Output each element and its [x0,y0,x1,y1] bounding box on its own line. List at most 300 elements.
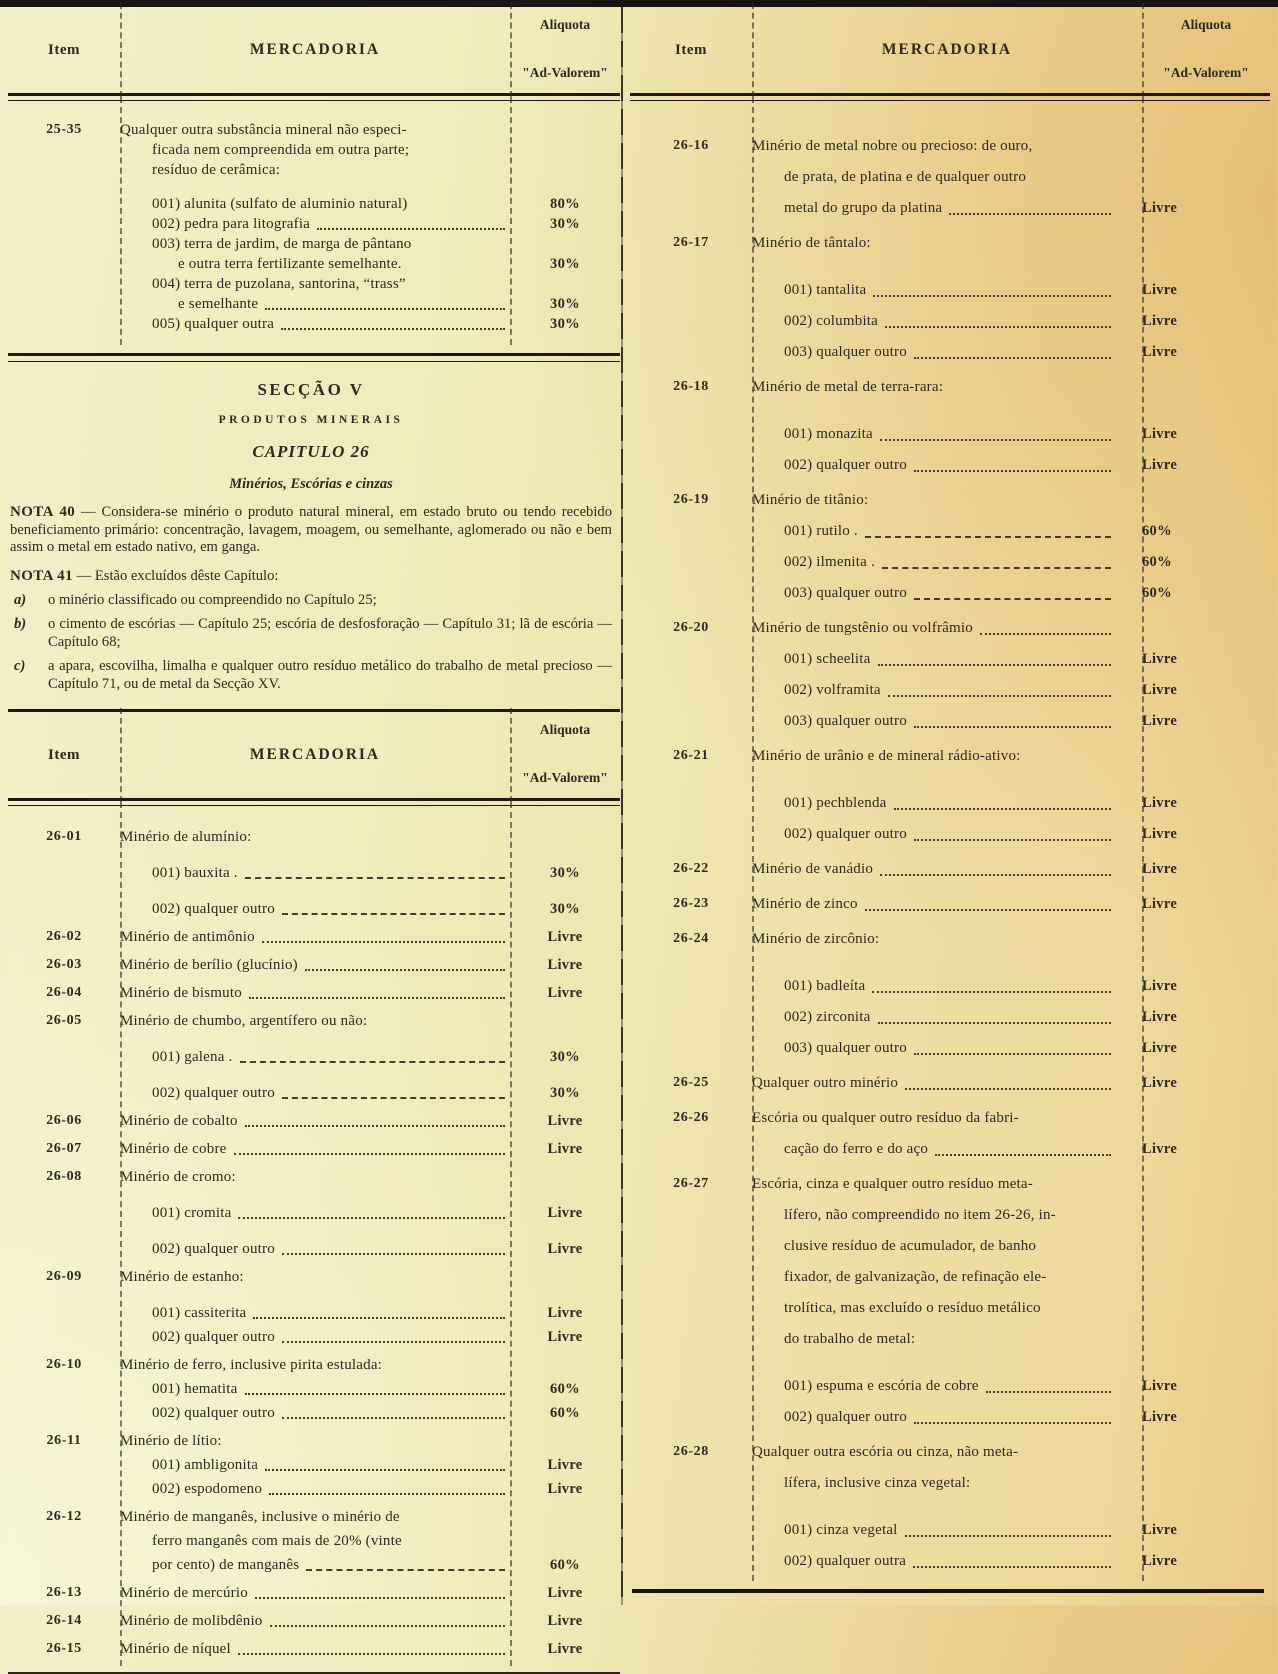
row-line [120,1404,620,1422]
dots-leader [914,1053,1111,1055]
row-body [120,1584,620,1602]
dash-leader [245,877,505,879]
row-line [120,1304,620,1322]
row-text: Minério de cobre [120,1141,227,1157]
row-text: 001) cinza vegetal [784,1522,898,1538]
row-line [752,137,1270,156]
rate-value: Livre [547,1305,583,1321]
row-line [120,1168,620,1186]
row-text: 002) espodomeno [152,1481,263,1497]
dots-leader [238,1653,505,1655]
row-text: Qualquer outro minério [752,1075,899,1091]
dots-leader [888,695,1111,697]
row-text: Minério de metal nobre ou precioso: de ouro, [752,138,1033,154]
rate-value: 80% [550,196,580,212]
row-line [120,1356,620,1374]
row-line [752,1039,1270,1058]
rate-value: 30% [550,901,580,917]
header-rule [8,798,620,806]
rate-value: Livre [1142,1075,1178,1091]
table-row [630,234,1270,362]
row-line [752,860,1270,879]
row-text: Minério de estanho: [120,1269,244,1285]
row-body [752,137,1270,218]
dots-leader [245,1393,506,1395]
rate-value: Livre [1142,1141,1178,1157]
row-text: 003) qualquer outro [784,585,907,601]
dots-leader [914,726,1111,728]
item-code: 26-08 [46,1169,82,1184]
dots-leader [885,326,1111,328]
left-column [8,7,620,1674]
row-text: Escória, cinza e qualquer outro resíduo meta- [752,1176,1033,1192]
item-code: 26-27 [673,1176,709,1191]
table-row [8,1356,620,1422]
row-text: 001) tantalita [784,282,867,298]
rate-value: 60% [1142,523,1172,539]
rate-value: Livre [547,929,583,945]
row-body [752,1175,1270,1427]
row-line [752,281,1270,300]
header-mercadoria: MERCADORIA [881,41,1013,58]
row-body [752,234,1270,362]
item-code: 26-07 [46,1141,82,1156]
header-aliquota-line2: "Ad-Valorem" [1163,65,1249,80]
header-aliquota-line1: Aliquota [539,17,591,32]
row-text: Minério de tungstênio ou volfrâmio [752,620,973,636]
header-mercadoria: MERCADORIA [249,41,381,58]
header-aliquota [510,7,620,93]
row-line [120,1112,620,1130]
dots-leader [249,997,505,999]
row-body [120,1356,620,1422]
row-text: Minério de antimônio [120,929,255,945]
table-body-26-left [8,806,620,1662]
table-row [8,956,620,974]
item-code: 26-24 [673,931,709,946]
table-row [8,1012,620,1102]
header-aliquota-line1: Aliquota [539,722,591,737]
table-row [630,378,1270,475]
dots-leader [255,1597,505,1599]
row-text: Minério de alumínio: [120,829,252,845]
item-code: 26-03 [46,957,82,972]
row-text: e outra terra fertilizante semelhante. [178,256,402,272]
row-line [752,1008,1270,1027]
rate-value: Livre [1142,795,1178,811]
row-text: metal do grupo da platina [784,200,943,216]
row-text: 003) qualquer outro [784,344,907,360]
row-line [120,255,620,273]
row-line [120,1328,620,1346]
item-code: 26-11 [46,1433,82,1448]
row-text: Minério de molibdênio [120,1613,263,1629]
note-40-text: — Considera-se minério o produto natural mineral, em estado bruto ou tendo recebido beneficiamento primário: concentração, lavagem, moagem, ou semelhante, aglomerado ou não e bem assim o metal em estado nativo, em ganga. [10,504,613,555]
row-line [752,1109,1270,1128]
row-body [120,928,620,946]
row-text: 001) hematita [152,1381,238,1397]
row-text: Minério de ferro, inclusive pirita estulada: [120,1357,383,1373]
section-title: SECÇÃO V [257,380,365,399]
row-text: 002) qualquer outro [152,901,275,917]
dots-leader [270,1625,505,1627]
section-end-rule [8,353,620,362]
row-body [752,930,1270,1058]
item-code: 26-12 [46,1509,82,1524]
table-row [8,1168,620,1258]
row-text: Minério de lítio: [120,1433,222,1449]
row-line [120,1012,620,1030]
row-text: de prata, de platina e de qualquer outro [784,169,1027,185]
column-divider-rule [621,7,623,1605]
row-line [120,1480,620,1498]
exclusion-letter: c) [14,658,26,674]
row-text: 002) qualquer outro [784,457,907,473]
table-row [8,1584,620,1602]
rate-value: 30% [550,296,580,312]
row-text: Minério de berílio (glucínio) [120,957,298,973]
row-text: 001) alunita (sulfato de aluminio natural) [152,196,408,212]
rate-value: Livre [1142,861,1178,877]
note-41-label: NOTA 41 [10,567,73,584]
row-text: 001) pechblenda [784,795,887,811]
row-line [120,1432,620,1450]
rate-value: Livre [1142,1040,1178,1056]
row-text: Minério de zinco [752,896,858,912]
row-line [120,195,620,213]
dots-leader [265,1469,505,1471]
header-rule [8,93,620,101]
rate-value: Livre [1142,1553,1178,1569]
row-text: lífera, inclusive cinza vegetal: [784,1475,971,1491]
item-code: 25-35 [46,122,82,137]
section-subtitle: PRODUTOS MINERAIS [218,414,404,426]
chapter-subtitle: Minérios, Escórias e cinzas [229,476,393,492]
row-line [752,1140,1270,1159]
note-40 [10,504,612,557]
dots-leader [914,839,1111,841]
row-text: 002) qualquer outro [152,1085,275,1101]
row-line [752,491,1270,510]
rate-value: 30% [550,216,580,232]
row-text: Minério de mercúrio [120,1585,248,1601]
rate-value: Livre [547,985,583,1001]
row-text: fixador, de galvanização, de refinação ele- [784,1269,1047,1285]
table-row [8,984,620,1002]
row-line [120,928,620,946]
row-line [120,1140,620,1158]
dots-leader [873,295,1111,297]
dots-leader [914,1422,1111,1424]
row-line [752,1268,1270,1287]
rate-value: Livre [547,957,583,973]
page-bottom-rule [632,1589,1264,1593]
rate-value: 30% [550,1085,580,1101]
dots-leader [905,1088,1111,1090]
row-body [752,860,1270,879]
header-mercadoria: MERCADORIA [249,746,381,763]
table-row [8,1140,620,1158]
table-header [8,712,620,798]
row-text: 002) qualquer outro [152,1405,275,1421]
row-text: do trabalho de metal: [784,1331,916,1347]
rate-value: Livre [547,1113,583,1129]
item-code: 26-28 [673,1444,709,1459]
row-line [120,235,620,253]
row-line [120,1584,620,1602]
row-text: Minério de cobalto [120,1113,238,1129]
rate-value: Livre [1142,1409,1178,1425]
item-code: 26-04 [46,985,82,1000]
row-body [120,828,620,918]
row-line [752,1206,1270,1225]
table-row [8,1612,620,1630]
row-line [120,1380,620,1398]
rate-value: 60% [1142,585,1172,601]
dots-leader [980,633,1111,635]
rate-value: Livre [1142,282,1178,298]
dots-leader [914,470,1111,472]
row-line [752,712,1270,731]
row-body [120,1112,620,1130]
row-line [120,1204,620,1222]
table-row [8,1640,620,1658]
row-text: trolítica, mas excluído o resíduo metálico [784,1300,1041,1316]
row-body [752,895,1270,914]
item-code: 26-09 [46,1269,82,1284]
dash-leader [282,913,505,915]
rate-value: Livre [1142,200,1178,216]
row-line [752,794,1270,813]
rate-value: Livre [1142,978,1178,994]
header-aliquota-line2: "Ad-Valorem" [522,65,608,80]
row-line [120,1240,620,1258]
rate-value: 60% [550,1381,580,1397]
row-line [752,895,1270,914]
rate-value: Livre [1142,896,1178,912]
rate-value: Livre [547,1585,583,1601]
dots-leader [238,1217,505,1219]
rate-value: Livre [1142,457,1178,473]
row-body [752,378,1270,475]
dots-leader [894,808,1111,810]
row-text: 001) cassiterita [152,1305,247,1321]
item-code: 26-22 [673,861,709,876]
dots-leader [282,1341,505,1343]
row-text: 001) scheelita [784,651,871,667]
dots-leader [914,357,1111,359]
table-row [8,1508,620,1574]
row-body [752,1443,1270,1571]
item-code: 26-23 [673,896,709,911]
dots-leader [245,1125,505,1127]
dots-leader [949,213,1111,215]
row-line [120,121,620,139]
row-line [752,1474,1270,1493]
row-text: 002) pedra para litografia [152,216,311,232]
row-line [120,1612,620,1630]
row-text: 001) ambligonita [152,1457,259,1473]
row-text: Minério de bismuto [120,985,242,1001]
rate-value: 30% [550,316,580,332]
rate-value: Livre [547,1613,583,1629]
row-text: Qualquer outra substância mineral não especi- [120,122,407,138]
dash-leader [914,598,1111,600]
header-item: Item [48,746,80,763]
dash-leader [865,536,1111,538]
row-text: Minério de chumbo, argentífero ou não: [120,1013,368,1029]
row-line [752,1552,1270,1571]
rate-value: Livre [1142,344,1178,360]
rate-value: 60% [1142,554,1172,570]
row-body [120,1012,620,1102]
row-line [120,984,620,1002]
item-code: 26-02 [46,929,82,944]
exclusion-item [10,615,612,651]
row-text: 001) galena . [152,1049,233,1065]
table-header [630,7,1270,93]
dots-leader [878,664,1111,666]
row-text: 002) volframita [784,682,881,698]
table-row [630,1175,1270,1427]
row-body [120,1140,620,1158]
rate-value: Livre [1142,426,1178,442]
dots-leader [913,1566,1111,1568]
table-row [8,1432,620,1498]
item-code: 26-01 [46,829,82,844]
row-text: Minério de titânio: [752,492,869,508]
header-item: Item [48,41,80,58]
row-line [120,1532,620,1550]
header-aliquota-line1: Aliquota [1180,17,1232,32]
exclusion-letter: a) [14,592,27,608]
item-code: 26-18 [673,379,709,394]
item-code: 26-16 [673,138,709,153]
dots-leader [282,1253,505,1255]
row-body [752,619,1270,731]
table-row [630,491,1270,603]
rate-value: Livre [1142,1522,1178,1538]
row-text: 003) terra de jardim, de marga de pântano [152,236,412,252]
row-line [120,1508,620,1526]
row-line [752,930,1270,949]
row-line [752,1377,1270,1396]
dots-leader [317,228,505,230]
exclusion-item [10,657,612,693]
item-code: 26-14 [46,1613,82,1628]
row-text: Minério de vanádio [752,861,874,877]
header-item: Item [675,41,707,58]
row-body [120,956,620,974]
row-line [120,295,620,313]
row-line [752,977,1270,996]
dots-leader [880,439,1111,441]
rate-value: 30% [550,1049,580,1065]
exclusion-text: o cimento de escórias — Capítulo 25; escória de desfosforação — Capítulo 31; lã de escória — Capítulo 68; [48,616,612,650]
row-line [752,456,1270,475]
note-41-text: — Estão excluídos dêste Capítulo: [76,567,279,584]
item-code: 26-19 [673,492,709,507]
row-body [752,1109,1270,1159]
row-line [752,312,1270,331]
table-row [8,1268,620,1346]
header-aliquota-line2: "Ad-Valorem" [522,770,608,785]
table-row [630,1443,1270,1571]
item-code: 26-13 [46,1585,82,1600]
item-code: 26-26 [673,1110,709,1125]
exclusion-text: o minério classificado ou compreendido no Capítulo 25; [48,592,377,608]
row-line [120,275,620,293]
row-body [120,1508,620,1574]
rate-value: Livre [547,1205,583,1221]
rate-value: Livre [547,1481,583,1497]
row-line [120,1640,620,1658]
row-text: resíduo de cerâmica: [152,162,281,178]
row-text: 003) qualquer outro [784,1040,907,1056]
row-text: 003) qualquer outro [784,713,907,729]
table-row [630,137,1270,218]
row-line [752,650,1270,669]
row-text: 002) ilmenita . [784,554,875,570]
row-text: 001) bauxita . [152,865,238,881]
table-row [630,895,1270,914]
row-text: 001) badleíta [784,978,866,994]
row-line [752,681,1270,700]
row-body [752,491,1270,603]
row-text: por cento) de manganês [152,1557,300,1573]
row-body [752,1074,1270,1093]
rate-value: Livre [1142,713,1178,729]
row-line [120,864,620,882]
row-line [752,584,1270,603]
scan-top-edge [0,0,1278,7]
row-text: Minério de zircônio: [752,931,880,947]
row-line [752,553,1270,572]
section-block [8,362,620,699]
row-text: Minério de cromo: [120,1169,236,1185]
row-text: 002) qualquer outro [784,1409,907,1425]
row-line [120,1268,620,1286]
row-text: 002) columbita [784,313,879,329]
item-code: 26-25 [673,1075,709,1090]
table-row [8,121,620,333]
item-code: 26-20 [673,620,709,635]
row-line [752,619,1270,638]
dots-leader [872,991,1111,993]
row-text: Minério de manganês, inclusive o minério de [120,1509,400,1525]
rate-value: 30% [550,256,580,272]
row-line [120,900,620,918]
dots-leader [234,1153,506,1155]
row-text: 001) cromita [152,1205,232,1221]
rate-value: 60% [550,1557,580,1573]
row-body [752,747,1270,844]
rate-value: Livre [1142,313,1178,329]
rate-value: Livre [547,1329,583,1345]
table-row [8,828,620,918]
row-line [752,1299,1270,1318]
row-line [120,1048,620,1066]
rate-value: Livre [547,1641,583,1657]
row-line [120,828,620,846]
row-body [120,121,620,333]
item-code: 26-17 [673,235,709,250]
row-text: Minério de urânio e de mineral rádio-ativo: [752,748,1021,764]
row-text: 001) monazita [784,426,873,442]
row-body [120,1640,620,1658]
rate-value: Livre [547,1241,583,1257]
note-41 [10,568,612,586]
